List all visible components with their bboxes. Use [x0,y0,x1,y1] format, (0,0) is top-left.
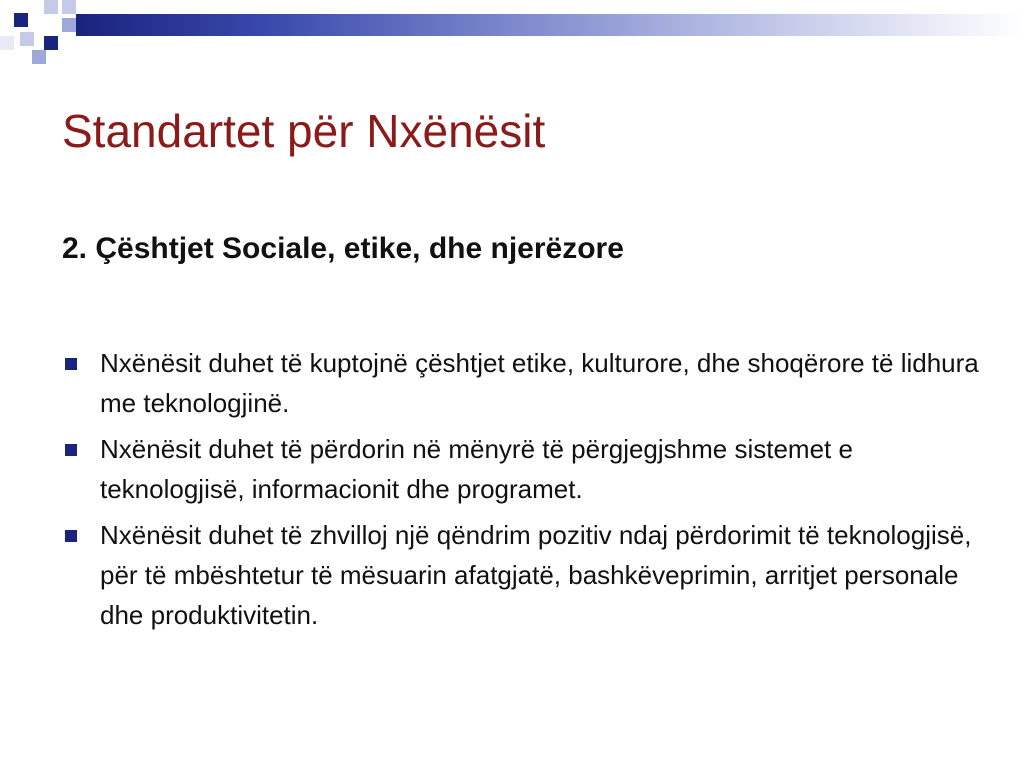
bullet-item [62,429,982,509]
corner-square-icon [44,36,58,50]
corner-square-icon [32,50,46,64]
square-bullet-icon [65,530,77,542]
header-gradient-bar [76,14,1024,36]
bullet-text: Nxënësit duhet të përdorin në mënyrë të përgjegjshme sistemet e teknologjisë, informacionit dhe programet. [100,434,853,504]
corner-square-icon [44,0,58,14]
bullet-item [62,343,982,423]
corner-square-icon [62,18,76,32]
corner-square-icon [14,13,28,27]
bullet-list [62,343,982,641]
square-bullet-icon [65,358,77,370]
bullet-text: Nxënësit duhet të kuptojnë çështjet etike, kulturore, dhe shoqërore të lidhura me teknologjinë. [100,348,979,418]
slide-subtitle: 2. Çështjet Sociale, etike, dhe njerëzore [62,232,624,265]
bullet-item [62,515,982,635]
bullet-text: Nxënësit duhet të zhvilloj një qëndrim pozitiv ndaj përdorimit të teknologjisë, për të mbështetur të mësuarin afatgjatë, bashkëveprimin, arritjet personale dhe produktivitetin. [100,520,972,630]
corner-square-icon [62,0,76,14]
corner-square-icon [20,32,34,46]
square-bullet-icon [65,444,77,456]
corner-square-icon [0,36,14,50]
slide-title: Standartet për Nxënësit [62,105,546,157]
